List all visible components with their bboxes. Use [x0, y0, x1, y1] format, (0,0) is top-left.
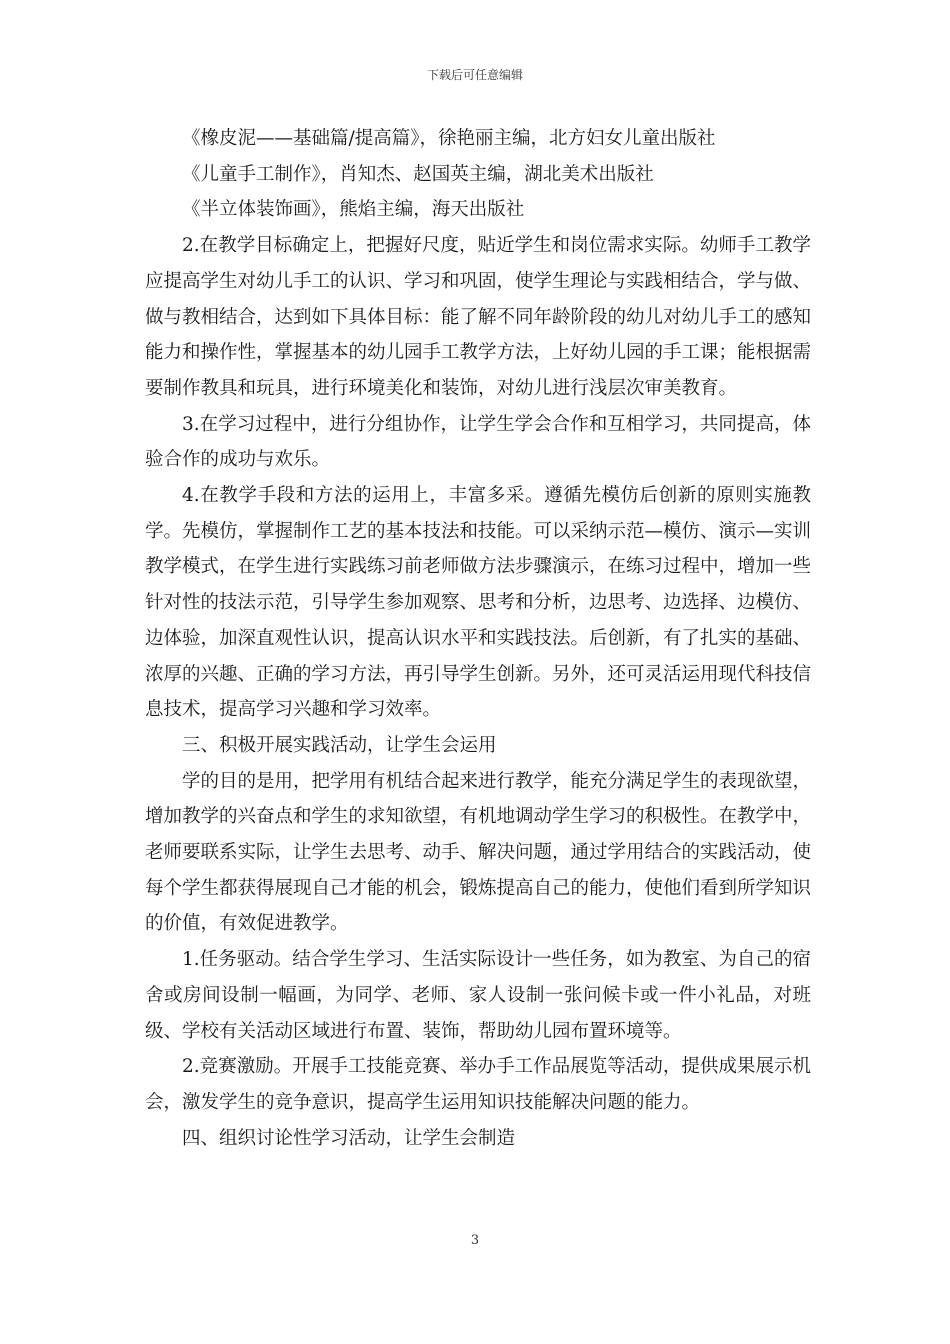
reference-item: 《半立体装饰画》，熊焰主编，海天出版社 — [182, 199, 525, 221]
section-heading: 三、积极开展实践活动，让学生会运用 — [182, 734, 497, 756]
paragraph: 学的目的是用，把学用有机结合起来进行教学，能充分满足学生的表现欲望，增加教学的兴奋点和学生的求知欲望，有机地调动学生学习的积极性。在教学中，老师要联系实际，让学生去思考、动手、解决问题，通过学用结合的实践活动，使每个学生都获得展现自己才能的机会，锻炼提高自己的能力，使他们看到所学知识的价值，有效促进教学。 — [145, 770, 812, 935]
paragraph: 1.任务驱动。结合学生学习、生活实际设计一些任务，如为教室、为自己的宿舍或房间设制一幅画，为同学、老师、家人设制一张问候卡或一件小礼品，对班级、学校有关活动区域进行布置、装饰，帮助幼儿园布置环境等。 — [145, 949, 811, 1042]
page-header: 下载后可任意编辑 — [426, 68, 523, 82]
reference-item: 《橡皮泥——基础篇/提高篇》，徐艳丽主编，北方妇女儿童出版社 — [182, 128, 716, 149]
document-body — [145, 121, 811, 1156]
section-heading: 四、组织讨论性学习活动，让学生会制造 — [182, 1127, 516, 1149]
paragraph: 4.在教学手段和方法的运用上，丰富多采。遵循先模仿后创新的原则实施教学。先模仿，掌握制作工艺的基本技法和技能。可以采纳示范—模仿、演示—实训教学模式，在学生进行实践练习前老师做方法步骤演示，在练习过程中，增加一些针对性的技法示范，引导学生参加观察、思考和分析，边思考、边选择、边模仿、边体验，加深直观性认识，提高认识水平和实践技法。后创新，有了扎实的基础、浓厚的兴趣、正确的学习方法，再引导学生创新。另外，还可灵活运用现代科技信息技术，提高学习兴趣和学习效率。 — [145, 485, 812, 721]
paragraph: 2.在教学目标确定上，把握好尺度，贴近学生和岗位需求实际。幼师手工教学应提高学生对幼儿手工的认识、学习和巩固，使学生理论与实践相结合，学与做、做与教相结合，达到如下具体目标：能了解不同年龄阶段的幼儿对幼儿手工的感知能力和操作性，掌握基本的幼儿园手工教学方法，上好幼儿园的手工课；能根据需要制作教具和玩具，进行环境美化和装饰，对幼儿进行浅层次审美教育。 — [145, 235, 812, 399]
page-number: 3 — [470, 1233, 480, 1248]
reference-item: 《儿童手工制作》，肖知杰、赵国英主编，湖北美术出版社 — [182, 163, 654, 185]
paragraph: 3.在学习过程中，进行分组协作，让学生学会合作和互相学习，共同提高，体验合作的成功与欢乐。 — [145, 413, 811, 471]
paragraph: 2.竞赛激励。开展手工技能竞赛、举办手工作品展览等活动，提供成果展示机会，激发学生的竞争意识，提高学生运用知识技能解决问题的能力。 — [145, 1056, 811, 1113]
